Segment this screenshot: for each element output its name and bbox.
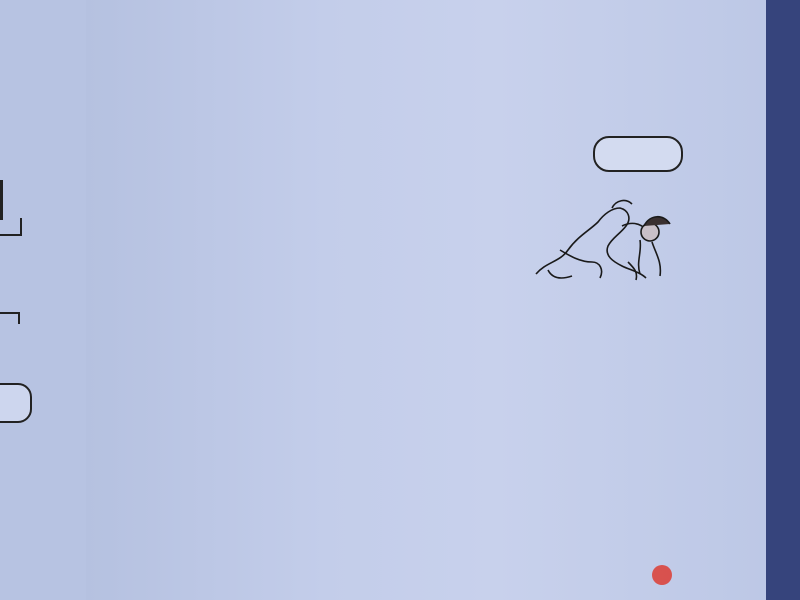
person-illustration: [536, 201, 670, 280]
watermark: [652, 566, 676, 585]
watermark-text: [652, 566, 676, 585]
